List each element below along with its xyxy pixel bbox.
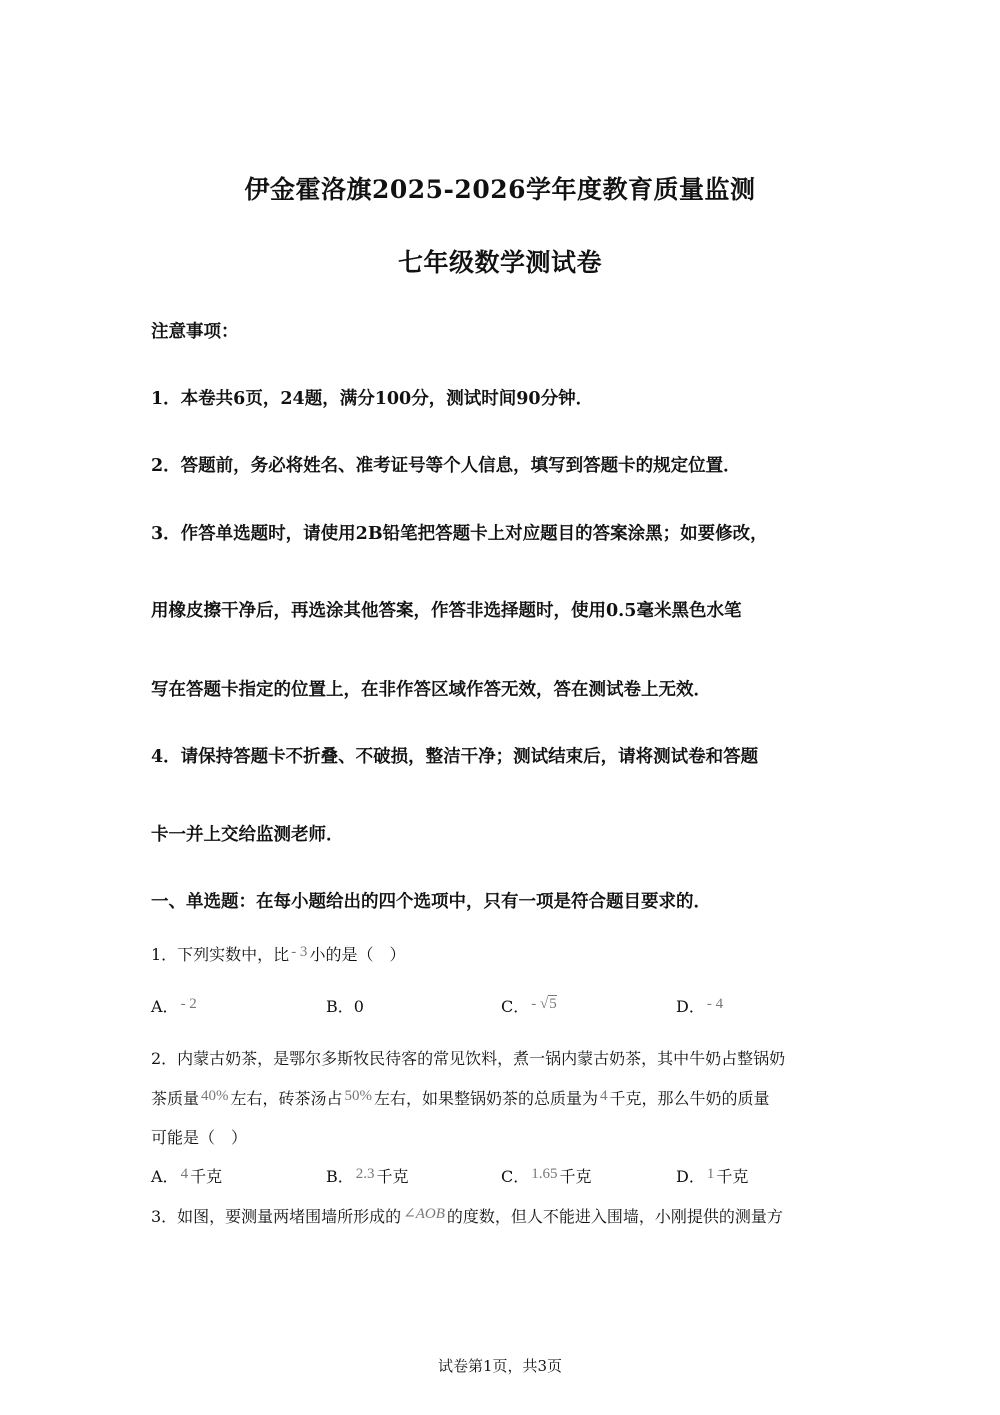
minus-sign: - [531,996,537,1012]
q1-option-c [501,994,559,1017]
notice-line-2: 2．答题前，务必将姓名、准考证号等个人信息，填写到答题卡的规定位置． [151,456,741,476]
option-label: C． [501,1167,530,1186]
option-math: 4 [180,1166,189,1182]
q2-option-d [676,1164,748,1187]
q2-text: 左右，砖茶汤占 [230,1089,343,1108]
option-unit: 千克 [716,1167,749,1186]
question-3 [151,1204,783,1227]
option-label: A． [151,997,179,1016]
option-label: B． [326,997,354,1016]
option-label: A． [151,1167,179,1186]
q2-text: 左右，如果整锅奶茶的总质量为 [374,1089,599,1108]
question-2-line-3: 可能是（ ） [151,1128,248,1147]
q2-math-4: 4 [600,1088,608,1104]
q2-option-c [501,1164,592,1187]
question-2-line-1: 2．内蒙古奶茶，是鄂尔多斯牧民待客的常见饮料，煮一锅内蒙古奶茶，其中牛奶占整锅奶 [151,1049,786,1068]
exam-title: 伊金霍洛旗2025-2026学年度教育质量监测 [244,175,756,204]
q3-text-post: 的度数，但人不能进入围墙，小刚提供的测量方 [446,1207,783,1226]
q2-text: 千克，那么牛奶的质量 [609,1089,770,1108]
option-math [531,996,556,1012]
option-unit: 千克 [190,1167,223,1186]
radicand: 5 [549,996,557,1012]
option-math: - 2 [180,996,197,1012]
option-unit: 千克 [559,1167,592,1186]
q1-text-pre: 1．下列实数中，比 [151,945,290,964]
question-1 [151,942,405,965]
notice-line-6: 4．请保持答题卡不折叠、不破损，整洁干净；测试结束后，请将测试卷和答题 [151,747,759,767]
option-math: 2.3 [355,1166,375,1182]
option-unit: 千克 [376,1167,409,1186]
notice-line-3: 3．作答单选题时，请使用2B铅笔把答题卡上对应题目的答案涂黑；如要修改， [151,524,768,544]
q3-text-pre: 3．如图，要测量两堵围墙所形成的 [151,1207,402,1226]
sqrt-icon: √ [540,996,549,1012]
option-label: C． [501,997,530,1016]
notice-line-1: 1．本卷共6页，24题，满分100分，测试时间90分钟． [151,389,594,409]
q1-option-a [151,994,199,1017]
q1-math: - 3 [291,944,308,960]
q2-text: 茶质量 [151,1089,200,1108]
option-math: 1 [706,1166,715,1182]
option-label: B． [326,1167,354,1186]
option-label: D． [676,997,705,1016]
page-footer: 试卷第1页，共3页 [437,1357,563,1375]
q3-math-angle: ∠AOB [403,1206,445,1222]
section-heading: 一、单选题：在每小题给出的四个选项中，只有一项是符合题目要求的． [151,892,711,912]
option-math: 1.65 [531,1166,558,1182]
q2-option-a [151,1164,222,1187]
q1-option-b [326,994,364,1017]
notice-line-7: 卡一并上交给监测老师． [151,825,344,845]
notice-line-4: 用橡皮擦干净后，再选涂其他答案，作答非选择题时，使用0.5毫米黑色水笔 [151,601,742,621]
notice-line-5: 写在答题卡指定的位置上，在非作答区域作答无效，答在测试卷上无效． [151,680,711,700]
question-2-line-2 [151,1086,770,1109]
q2-option-b [326,1164,409,1187]
q1-option-d [676,994,725,1017]
q1-text-post: 小的是（ ） [309,945,406,964]
q2-math-50: 50% [344,1088,373,1104]
notice-heading: 注意事项： [151,322,239,342]
q2-math-40: 40% [201,1088,229,1104]
option-math: - 4 [706,996,724,1012]
option-label: D． [676,1167,705,1186]
option-text: 0 [353,997,364,1016]
exam-subtitle: 七年级数学测试卷 [397,248,602,277]
